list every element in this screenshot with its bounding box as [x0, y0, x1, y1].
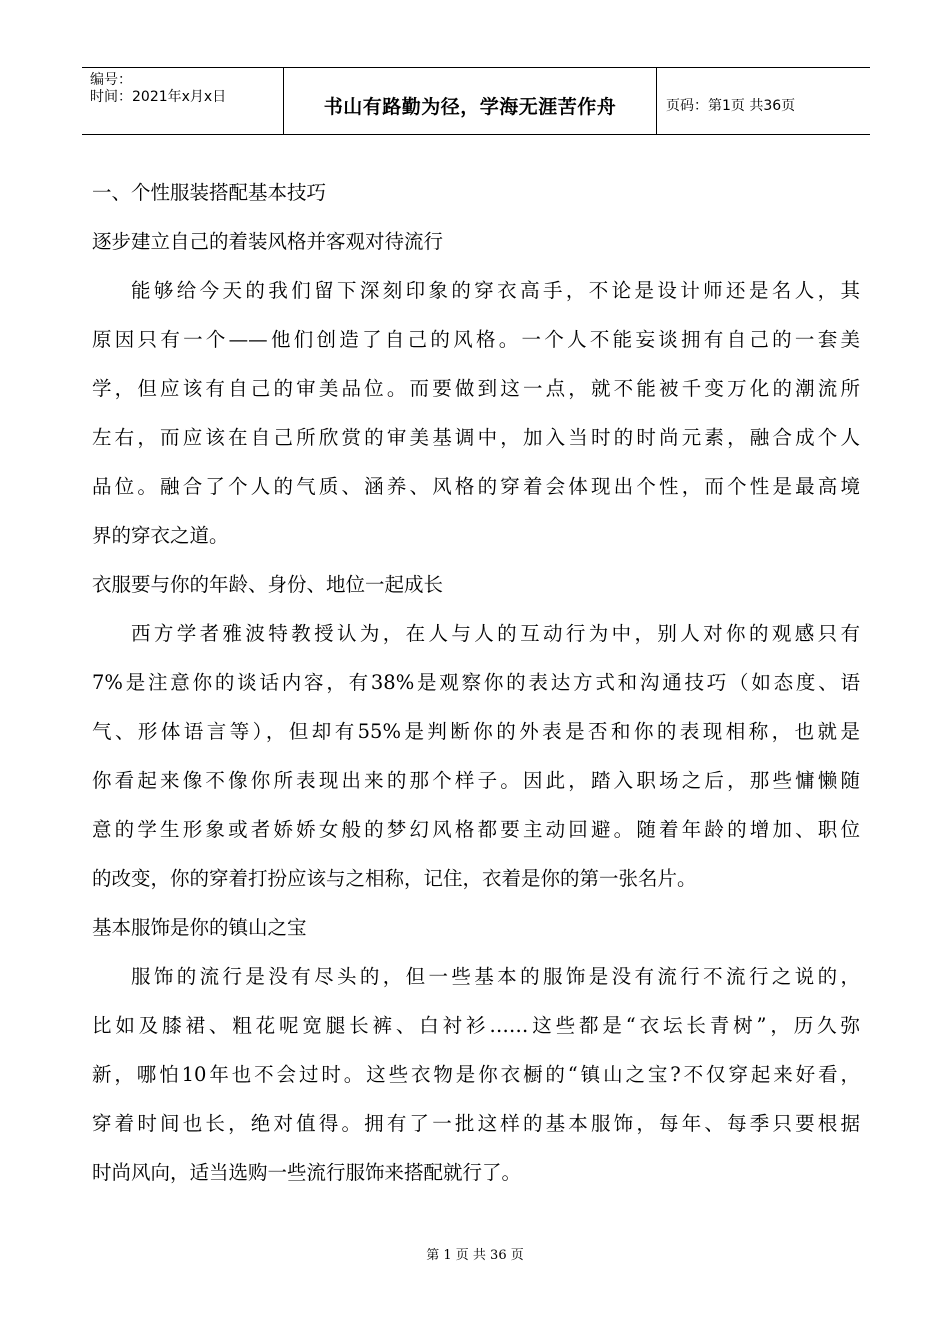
text-line: 服饰的流行是没有尽头的，但一些基本的服饰是没有流行不流行之说的， — [131, 965, 860, 988]
text-line: 新，哪怕10年也不会过时。这些衣物是你衣橱的“镇山之宝?不仅穿起来好看， — [92, 1063, 860, 1086]
text-line: 气、形体语言等），但却有55%是判断你的外表是否和你的表现相称，也就是 — [92, 720, 860, 743]
text-line: 品位。融合了个人的气质、涵养、风格的穿着会体现出个性，而个性是最高境 — [92, 475, 860, 498]
text-line: 界的穿衣之道。 — [92, 524, 229, 547]
footer-page-number: 第 1 页 共 36 页 — [426, 1248, 524, 1263]
document-header — [82, 67, 870, 135]
header-motto: 书山有路勤为径，学海无涯苦作舟 — [323, 95, 617, 118]
text-line: 逐步建立自己的着装风格并客观对待流行 — [92, 230, 444, 253]
text-line: 能够给今天的我们留下深刻印象的穿衣高手，不论是设计师还是名人，其 — [131, 279, 860, 302]
text-line: 基本服饰是你的镇山之宝 — [92, 916, 307, 939]
document-body — [92, 168, 860, 1197]
text-line: 学，但应该有自己的审美品位。而要做到这一点，就不能被千变万化的潮流所 — [92, 377, 860, 400]
header-motto-cell — [284, 68, 657, 134]
text-line: 时尚风向，适当选购一些流行服饰来搭配就行了。 — [92, 1161, 522, 1184]
page-footer — [0, 1244, 950, 1263]
text-line: 一、个性服装搭配基本技巧 — [92, 181, 327, 204]
text-line: 西方学者雅波特教授认为，在人与人的互动行为中，别人对你的观感只有 — [131, 622, 860, 645]
text-line: 原因只有一个——他们创造了自己的风格。一个人不能妄谈拥有自己的一套美 — [92, 328, 860, 351]
text-line: 意的学生形象或者娇娇女般的梦幻风格都要主动回避。随着年龄的增加、职位 — [92, 818, 860, 841]
text-line: 衣服要与你的年龄、身份、地位一起成长 — [92, 573, 444, 596]
document-time-label: 时间：2021年x月x日 — [90, 89, 227, 105]
text-line: 穿着时间也长，绝对值得。拥有了一批这样的基本服饰，每年、每季只要根据 — [92, 1112, 860, 1135]
text-line: 你看起来像不像你所表现出来的那个样子。因此，踏入职场之后，那些慵懒随 — [92, 769, 860, 792]
text-line: 比如及膝裙、粗花呢宽腿长裤、白衬衫……这些都是“衣坛长青树”，历久弥 — [92, 1014, 860, 1037]
text-line: 的改变，你的穿着打扮应该与之相称，记住，衣着是你的第一张名片。 — [92, 867, 697, 890]
header-page-info: 页码：第1页 共36页 — [666, 98, 796, 114]
text-line: 7%是注意你的谈话内容，有38%是观察你的表达方式和沟通技巧（如态度、语 — [92, 671, 860, 694]
header-meta-cell — [82, 68, 284, 134]
document-number-label: 编号： — [90, 72, 132, 88]
header-page-cell — [657, 68, 870, 134]
text-line: 左右，而应该在自己所欣赏的审美基调中，加入当时的时尚元素，融合成个人 — [92, 426, 860, 449]
